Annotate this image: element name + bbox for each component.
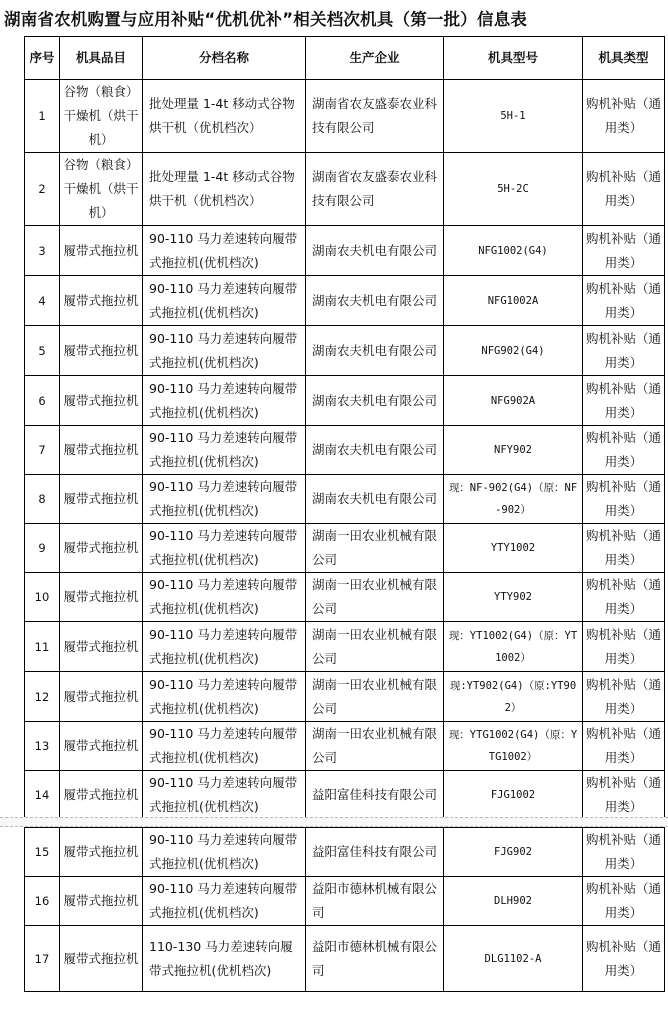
cell-model: 现：NF-902(G4)（原：NF-902） [444, 475, 583, 524]
cell-type: 购机补贴（通用类） [583, 672, 665, 722]
table-row [25, 426, 665, 475]
table-row [25, 475, 665, 524]
cell-maker: 湖南一田农业机械有限公司 [306, 622, 444, 672]
cell-maker: 益阳富佳科技有限公司 [306, 771, 444, 820]
table-header-row [25, 37, 665, 80]
cell-category: 谷物（粮食）干燥机（烘干机） [60, 153, 143, 226]
cell-seq: 1 [25, 80, 60, 153]
cell-model: FJG1002 [444, 771, 583, 820]
cell-model: 5H-1 [444, 80, 583, 153]
cell-model: NFG902(G4) [444, 326, 583, 376]
cell-type: 购机补贴（通用类） [583, 475, 665, 524]
info-table [24, 36, 665, 820]
cell-category: 履带式拖拉机 [60, 276, 143, 326]
cell-model: DLG1102-A [444, 926, 583, 992]
cell-type: 购机补贴（通用类） [583, 376, 665, 426]
cell-seq: 9 [25, 524, 60, 573]
cell-seq: 2 [25, 153, 60, 226]
cell-model: FJG902 [444, 828, 583, 877]
table-row [25, 622, 665, 672]
cell-model: NFY902 [444, 426, 583, 475]
header-category: 机具品目 [60, 37, 143, 80]
cell-seq: 7 [25, 426, 60, 475]
cell-type: 购机补贴（通用类） [583, 426, 665, 475]
table-row [25, 828, 665, 877]
table-row [25, 326, 665, 376]
cell-category: 谷物（粮食）干燥机（烘干机） [60, 80, 143, 153]
cell-category: 履带式拖拉机 [60, 828, 143, 877]
cell-seq: 5 [25, 326, 60, 376]
cell-seq: 14 [25, 771, 60, 820]
cell-tier: 90-110 马力差速转向履带式拖拉机(优机档次) [143, 326, 306, 376]
cell-tier: 90-110 马力差速转向履带式拖拉机(优机档次) [143, 426, 306, 475]
table-row [25, 722, 665, 771]
cell-category: 履带式拖拉机 [60, 622, 143, 672]
cell-maker: 湖南农夫机电有限公司 [306, 326, 444, 376]
cell-category: 履带式拖拉机 [60, 226, 143, 276]
cell-model: DLH902 [444, 877, 583, 926]
cell-tier: 90-110 马力差速转向履带式拖拉机(优机档次) [143, 226, 306, 276]
cell-type: 购机补贴（通用类） [583, 828, 665, 877]
table-row [25, 276, 665, 326]
cell-tier: 110-130 马力差速转向履带式拖拉机(优机档次) [143, 926, 306, 992]
cell-maker: 湖南农夫机电有限公司 [306, 376, 444, 426]
cell-seq: 13 [25, 722, 60, 771]
table-row [25, 524, 665, 573]
cell-type: 购机补贴（通用类） [583, 326, 665, 376]
cell-type: 购机补贴（通用类） [583, 622, 665, 672]
cell-maker: 益阳市德林机械有限公司 [306, 926, 444, 992]
cell-category: 履带式拖拉机 [60, 426, 143, 475]
cell-tier: 90-110 马力差速转向履带式拖拉机(优机档次) [143, 573, 306, 622]
cell-type: 购机补贴（通用类） [583, 153, 665, 226]
cell-tier: 90-110 马力差速转向履带式拖拉机(优机档次) [143, 524, 306, 573]
cell-seq: 6 [25, 376, 60, 426]
cell-type: 购机补贴（通用类） [583, 771, 665, 820]
cell-type: 购机补贴（通用类） [583, 926, 665, 992]
cell-category: 履带式拖拉机 [60, 326, 143, 376]
cell-maker: 湖南一田农业机械有限公司 [306, 573, 444, 622]
header-model: 机具型号 [444, 37, 583, 80]
cell-category: 履带式拖拉机 [60, 722, 143, 771]
table-row [25, 153, 665, 226]
cell-type: 购机补贴（通用类） [583, 877, 665, 926]
cell-maker: 湖南省农友盛泰农业科技有限公司 [306, 153, 444, 226]
page-title: 湖南省农机购置与应用补贴“优机优补”相关档次机具（第一批）信息表 [4, 10, 528, 29]
cell-seq: 15 [25, 828, 60, 877]
table-row [25, 672, 665, 722]
cell-category: 履带式拖拉机 [60, 376, 143, 426]
table-row [25, 80, 665, 153]
cell-maker: 湖南农夫机电有限公司 [306, 226, 444, 276]
cell-type: 购机补贴（通用类） [583, 524, 665, 573]
header-type: 机具类型 [583, 37, 665, 80]
cell-tier: 90-110 马力差速转向履带式拖拉机(优机档次) [143, 276, 306, 326]
table-row [25, 926, 665, 992]
cell-tier: 90-110 马力差速转向履带式拖拉机(优机档次) [143, 672, 306, 722]
cell-maker: 湖南省农友盛泰农业科技有限公司 [306, 80, 444, 153]
cell-seq: 10 [25, 573, 60, 622]
header-tier: 分档名称 [143, 37, 306, 80]
cell-category: 履带式拖拉机 [60, 926, 143, 992]
cell-model: NFG1002(G4) [444, 226, 583, 276]
cell-tier: 90-110 马力差速转向履带式拖拉机(优机档次) [143, 475, 306, 524]
cell-tier: 批处理量 1-4t 移动式谷物烘干机（优机档次） [143, 80, 306, 153]
cell-maker: 益阳市德林机械有限公司 [306, 877, 444, 926]
cell-model: YTY1002 [444, 524, 583, 573]
cell-category: 履带式拖拉机 [60, 524, 143, 573]
table-row [25, 376, 665, 426]
cell-model: 现:YT902(G4)（原:YT902） [444, 672, 583, 722]
cell-model: YTY902 [444, 573, 583, 622]
cell-seq: 12 [25, 672, 60, 722]
table-row [25, 226, 665, 276]
cell-seq: 8 [25, 475, 60, 524]
cell-category: 履带式拖拉机 [60, 771, 143, 820]
cell-maker: 湖南一田农业机械有限公司 [306, 524, 444, 573]
cell-model: 现：YTG1002(G4)（原：YTG1002） [444, 722, 583, 771]
cell-type: 购机补贴（通用类） [583, 276, 665, 326]
cell-model: NFG1002A [444, 276, 583, 326]
cell-model: 5H-2C [444, 153, 583, 226]
cell-seq: 11 [25, 622, 60, 672]
cell-maker: 湖南一田农业机械有限公司 [306, 722, 444, 771]
cell-seq: 17 [25, 926, 60, 992]
cell-maker: 湖南一田农业机械有限公司 [306, 672, 444, 722]
cell-maker: 湖南农夫机电有限公司 [306, 426, 444, 475]
cell-type: 购机补贴（通用类） [583, 573, 665, 622]
cell-maker: 益阳富佳科技有限公司 [306, 828, 444, 877]
cell-seq: 16 [25, 877, 60, 926]
cell-model: NFG902A [444, 376, 583, 426]
cell-seq: 3 [25, 226, 60, 276]
cell-tier: 批处理量 1-4t 移动式谷物烘干机（优机档次） [143, 153, 306, 226]
header-maker: 生产企业 [306, 37, 444, 80]
cell-tier: 90-110 马力差速转向履带式拖拉机(优机档次) [143, 622, 306, 672]
cell-tier: 90-110 马力差速转向履带式拖拉机(优机档次) [143, 877, 306, 926]
cell-category: 履带式拖拉机 [60, 672, 143, 722]
cell-category: 履带式拖拉机 [60, 475, 143, 524]
header-seq: 序号 [25, 37, 60, 80]
table-row [25, 771, 665, 820]
page-break [0, 817, 668, 827]
cell-maker: 湖南农夫机电有限公司 [306, 475, 444, 524]
cell-tier: 90-110 马力差速转向履带式拖拉机(优机档次) [143, 771, 306, 820]
cell-tier: 90-110 马力差速转向履带式拖拉机(优机档次) [143, 828, 306, 877]
cell-seq: 4 [25, 276, 60, 326]
table-row [25, 573, 665, 622]
table-row [25, 877, 665, 926]
cell-tier: 90-110 马力差速转向履带式拖拉机(优机档次) [143, 722, 306, 771]
cell-type: 购机补贴（通用类） [583, 722, 665, 771]
cell-category: 履带式拖拉机 [60, 573, 143, 622]
cell-type: 购机补贴（通用类） [583, 80, 665, 153]
cell-type: 购机补贴（通用类） [583, 226, 665, 276]
cell-category: 履带式拖拉机 [60, 877, 143, 926]
info-table-continued [24, 827, 665, 992]
cell-maker: 湖南农夫机电有限公司 [306, 276, 444, 326]
cell-model: 现：YT1002(G4)（原：YT1002） [444, 622, 583, 672]
cell-tier: 90-110 马力差速转向履带式拖拉机(优机档次) [143, 376, 306, 426]
